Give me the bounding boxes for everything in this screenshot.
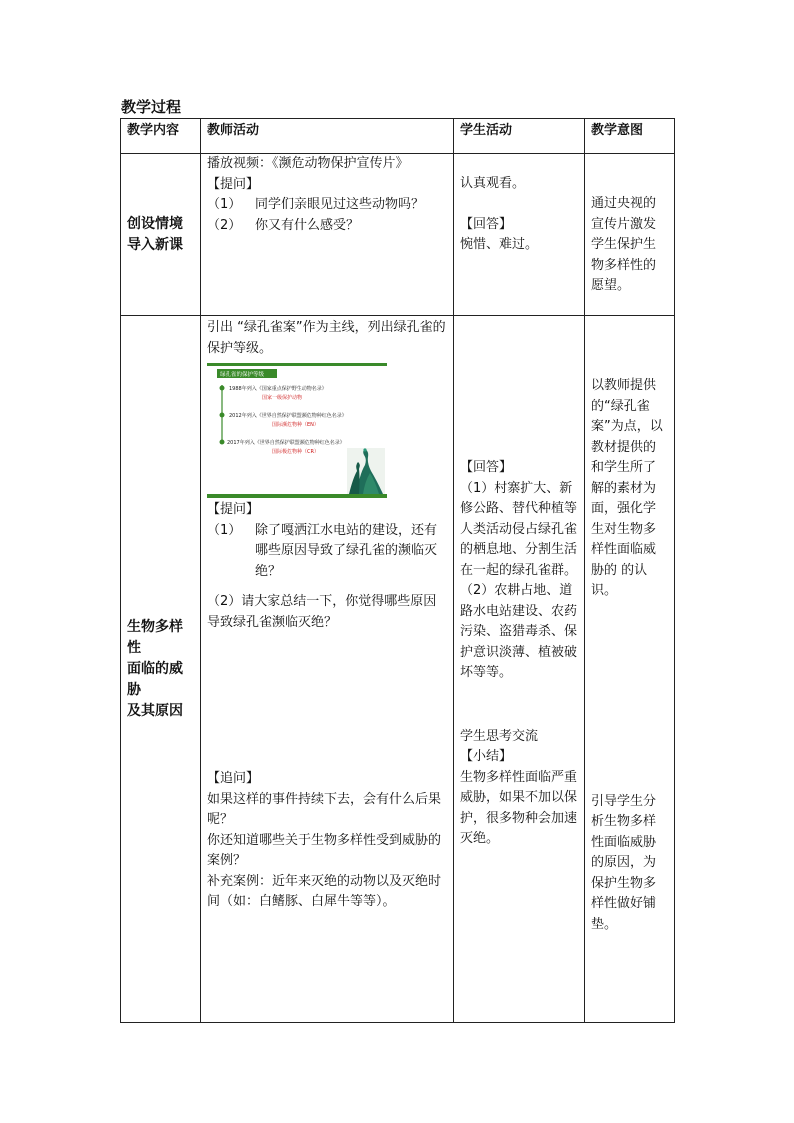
- student-answer: 惋惜、难过。: [460, 237, 539, 252]
- teacher-text: 播放视频：《濒危动物保护宣传片》: [207, 156, 409, 171]
- protection-level-slide: [207, 363, 387, 498]
- row2-topic: [121, 316, 201, 1023]
- question-1: （1） 除了嘎洒江水电站的建设，还有哪些原因导致了绿孔雀的濒临灭绝？: [207, 522, 438, 579]
- slide-item-line: 2012年列入《世界自然保护联盟濒危物种红色名录》: [229, 413, 347, 419]
- slide-item-sub: 国际极危物种（CR）: [272, 449, 319, 455]
- row1-topic: [121, 154, 201, 316]
- summary-label: 【小结】: [460, 749, 513, 764]
- row2-intent: [585, 316, 675, 1023]
- supplement-case: 补充案例：近年来灭绝的动物以及灭绝时间（如：白鳍豚、白犀牛等等）。: [207, 873, 442, 909]
- slide-header: 绿孔雀的保护等级: [220, 372, 265, 378]
- answer-label: 【回答】: [460, 216, 513, 232]
- slide-item-line: 1988年列入《国家重点保护野生动物名录》: [229, 386, 327, 392]
- topic-line: 创设情境: [127, 215, 183, 232]
- answer-label: 【回答】: [460, 460, 513, 475]
- slide-item-sub: 国际濒危物种（EN）: [272, 422, 319, 428]
- topic-line: 导入新课: [127, 236, 183, 253]
- section-title: 教学过程: [121, 98, 182, 116]
- slide-item-sub: 国家一级保护动物: [262, 395, 303, 401]
- row2-teacher: [201, 316, 454, 1023]
- ask-label: 【提问】: [207, 502, 260, 517]
- row1-teacher: [201, 154, 454, 316]
- question-2: （2） 你又有什么感受？: [207, 217, 360, 233]
- row1-intent: [585, 154, 675, 316]
- intent-text: 以教师提供的“绿孔雀案”为点，以教材提供的和学生所了解的素材为面，强化学生对生物多样性面临威胁的 的认识。: [591, 378, 663, 598]
- teacher-intro: 引出 “绿孔雀案”作为主线，列出绿孔雀的保护等级。: [207, 320, 446, 356]
- summary-text: 生物多样性面临严重威胁，如果不加以保护，很多物种会加速灭绝。: [460, 769, 578, 846]
- follow-label: 【追问】: [207, 771, 260, 786]
- follow-question: 你还知道哪些关于生物多样性受到威胁的案例？: [207, 832, 442, 868]
- question-1: （1） 同学们亲眼见过这些动物吗？: [207, 197, 425, 212]
- ask-label: 【提问】: [207, 176, 260, 192]
- header-teacher: 教师活动: [201, 119, 454, 154]
- intent-text: 引导学生分析生物多样性面临威胁的原因，为保护生物多样性做好铺垫。: [591, 793, 657, 932]
- teaching-process-table: [120, 118, 675, 1023]
- row1-student: [454, 154, 585, 316]
- follow-question: 如果这样的事件持续下去，会有什么后果呢？: [207, 791, 442, 827]
- row2-student: [454, 316, 585, 1023]
- intent-text: 通过央视的宣传片激发学生保护生物多样性的愿望。: [591, 196, 657, 293]
- table-row: [121, 154, 675, 316]
- header-content: 教学内容: [121, 119, 201, 154]
- student-answer: （1）村寨扩大、新修公路、替代种植等人类活动侵占绿孔雀的栖息地、分割生活在一起的绿孔雀群。: [460, 480, 578, 578]
- header-student: 学生活动: [454, 119, 585, 154]
- topic-line: 面临的威胁: [127, 660, 183, 698]
- topic-line: 及其原因: [127, 702, 183, 719]
- peacock-image: [347, 448, 385, 494]
- student-text: 学生思考交流: [460, 728, 539, 744]
- header-intent: 教学意图: [585, 119, 675, 154]
- topic-line: 生物多样性: [127, 618, 183, 656]
- table-row: [121, 316, 675, 1023]
- student-text: 认真观看。: [460, 176, 526, 191]
- student-answer: （2）农耕占地、道路水电站建设、农药污染、盗猎毒杀、保护意识淡薄、植被破坏等等。: [460, 583, 578, 680]
- question-2: （2）请大家总结一下，你觉得哪些原因导致绿孔雀濒临灭绝？: [207, 594, 437, 630]
- table-header-row: [121, 119, 675, 154]
- slide-item-line: 2017年列入《世界自然保护联盟濒危物种红色名录》: [227, 440, 345, 446]
